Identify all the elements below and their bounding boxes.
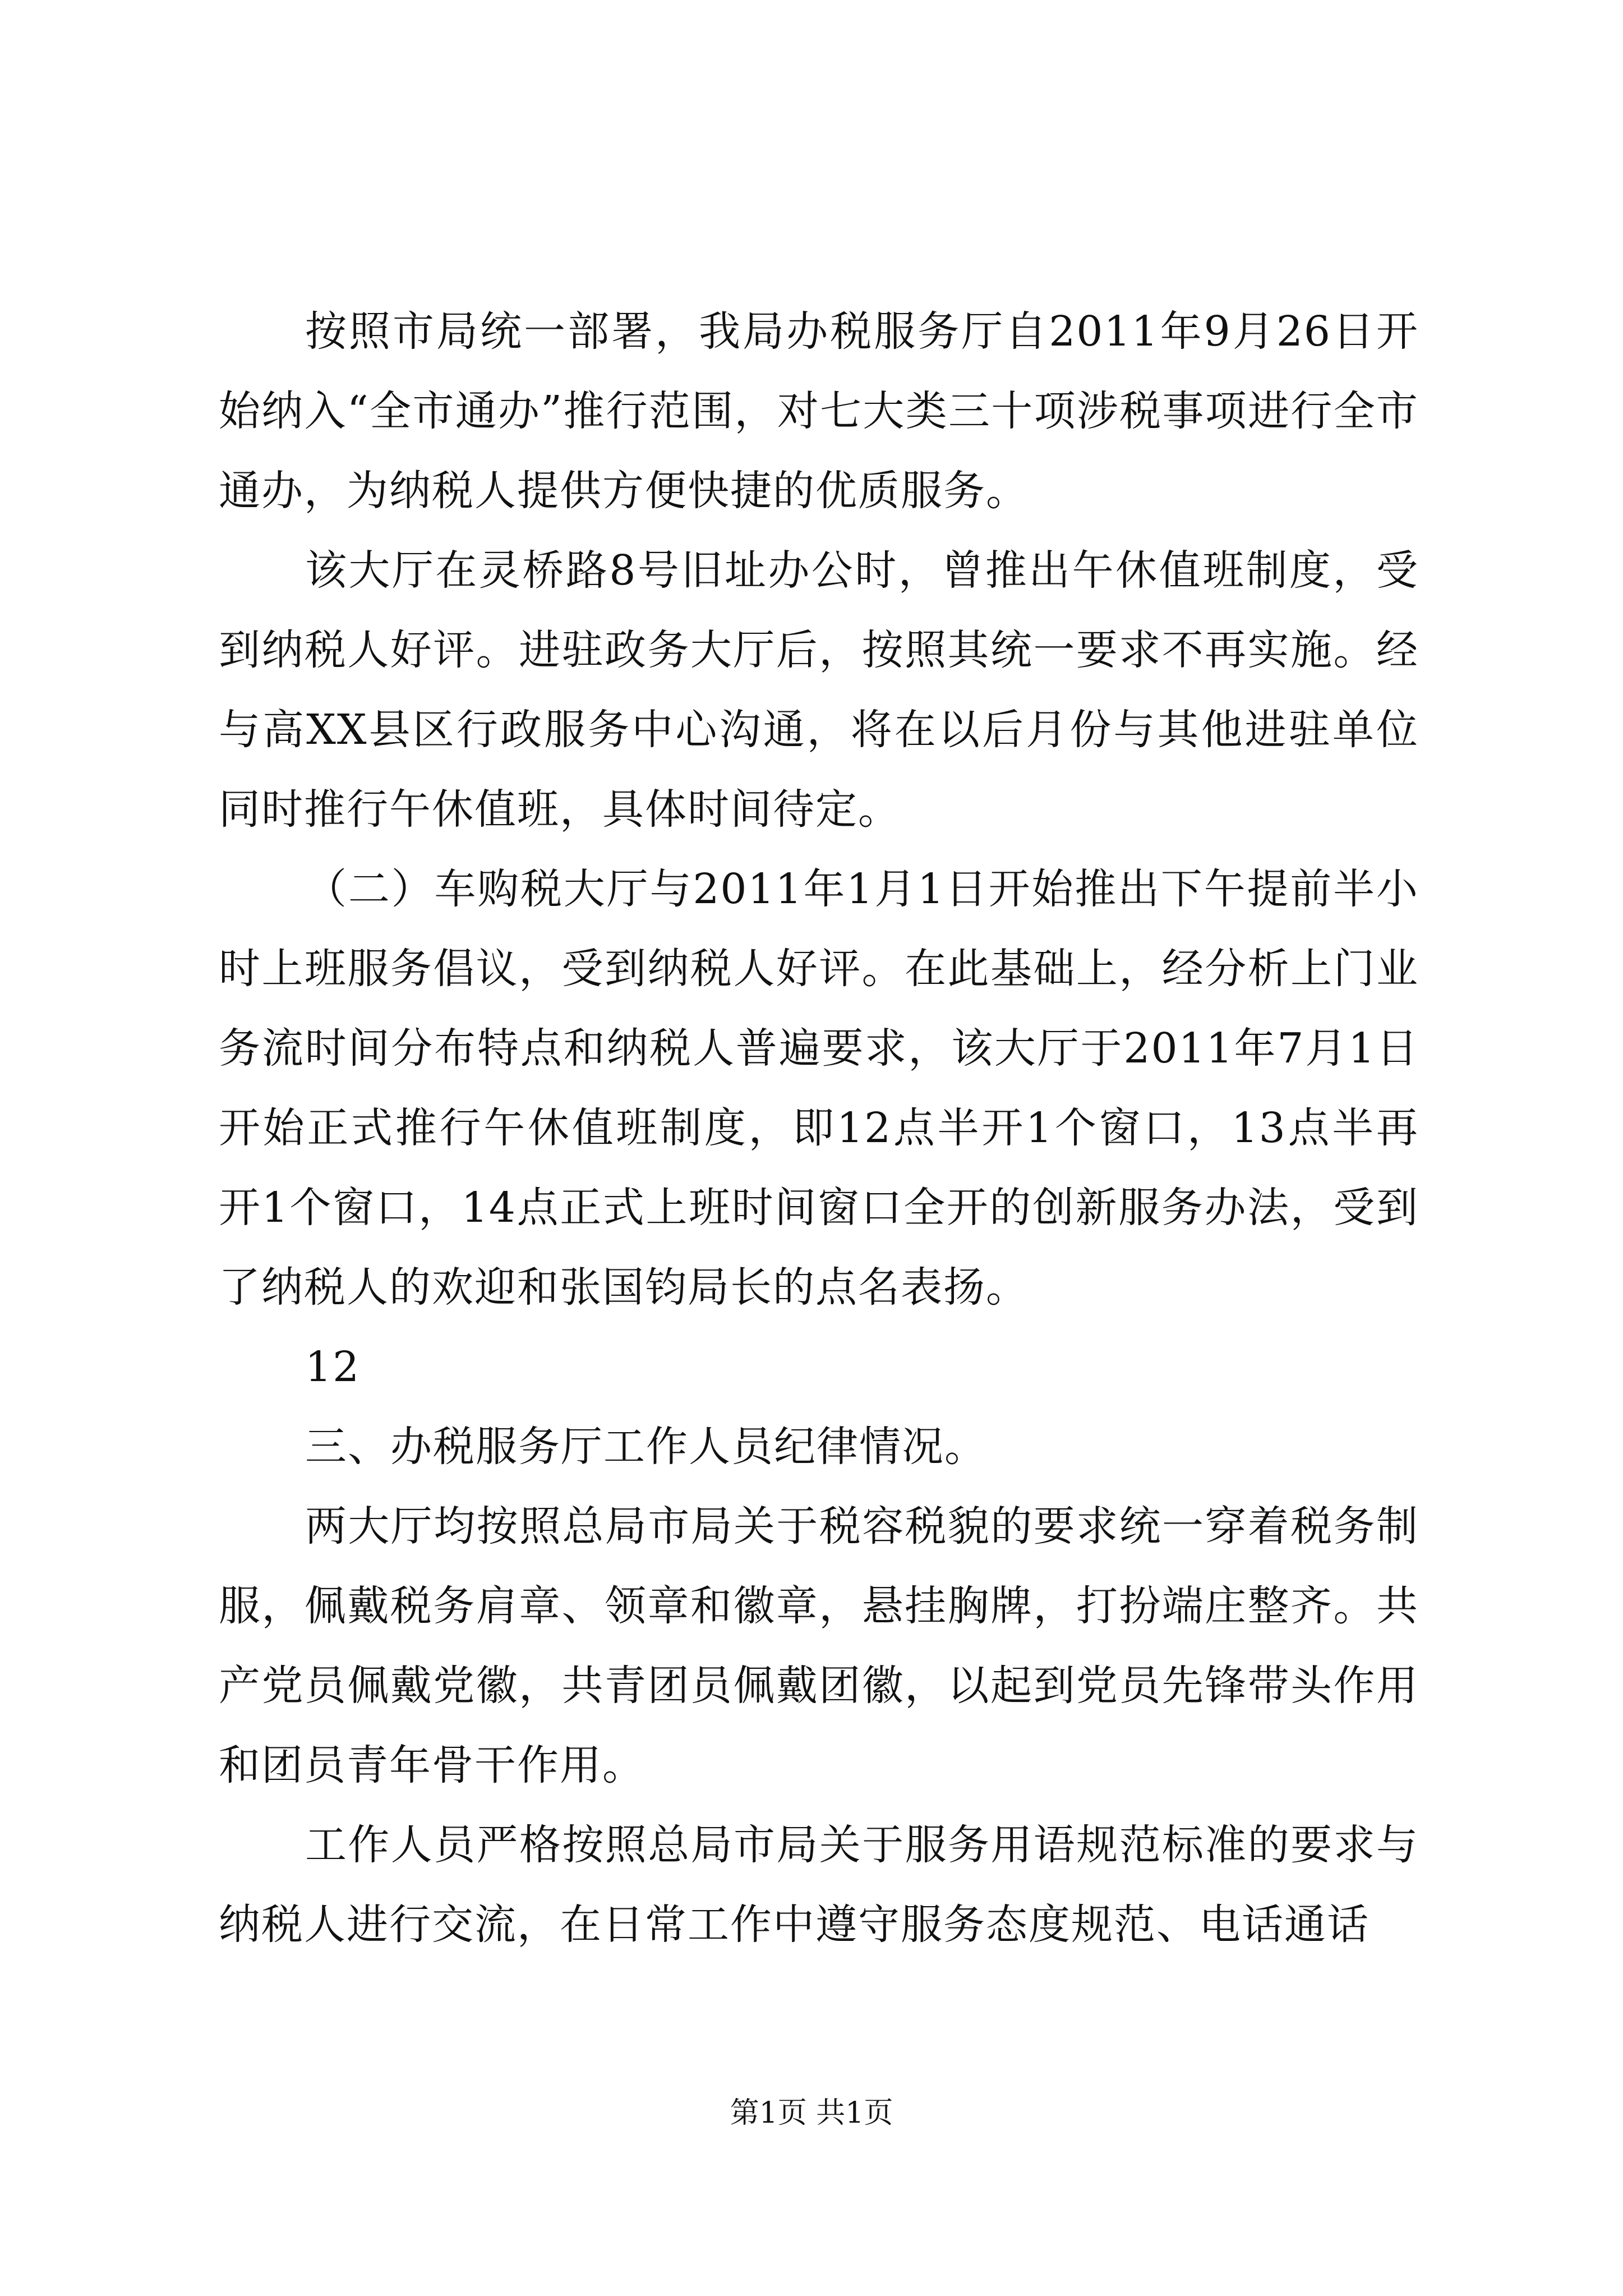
document-body xyxy=(219,292,1419,1964)
paragraph-lunch-duty-old-site: 该大厅在灵桥路8号旧址办公时，曾推出午休值班制度，受到纳税人好评。进驻政务大厅后，按照其统一要求不再实施。经与高XX县区行政服务中心沟通，将在以后月份与其他进驻单位同时推行午休值班，具体时间待定。 xyxy=(219,546,1419,834)
section-heading-discipline: 三、办税服务厅工作人员纪律情况。 xyxy=(305,1423,987,1471)
page-footer: 第1页 共1页 xyxy=(730,2096,893,2130)
paragraph-service-language: 工作人员严格按照总局市局关于服务用语规范标准的要求与纳税人进行交流，在日常工作中遵守服务态度规范、电话通话 xyxy=(219,1821,1419,1949)
paragraph-tax-hall-citywide: 按照市局统一部署，我局办税服务厅自2011年9月26日开始纳入“全市通办”推行范围，对七大类三十项涉税事项进行全市通办，为纳税人提供方便快捷的优质服务。 xyxy=(219,307,1419,515)
paragraph-number: 12 xyxy=(305,1343,361,1391)
paragraph-vehicle-tax-hall: （二）车购税大厅与2011年1月1日开始推出下午提前半小时上班服务倡议，受到纳税人好评。在此基础上，经分析上门业务流时间分布特点和纳税人普遍要求，该大厅于2011年7月1日开始正式推行午休值班制度，即12点半开1个窗口，13点半再开1个窗口，14点正式上班时间窗口全开的创新服务办法，受到了纳税人的欢迎和张国钧局长的点名表扬。 xyxy=(219,865,1419,1312)
paragraph-uniform-requirements: 两大厅均按照总局市局关于税容税貌的要求统一穿着税务制服，佩戴税务肩章、领章和徽章，悬挂胸牌，打扮端庄整齐。共产党员佩戴党徽，共青团员佩戴团徽，以起到党员先锋带头作用和团员青年骨干作用。 xyxy=(219,1502,1419,1789)
